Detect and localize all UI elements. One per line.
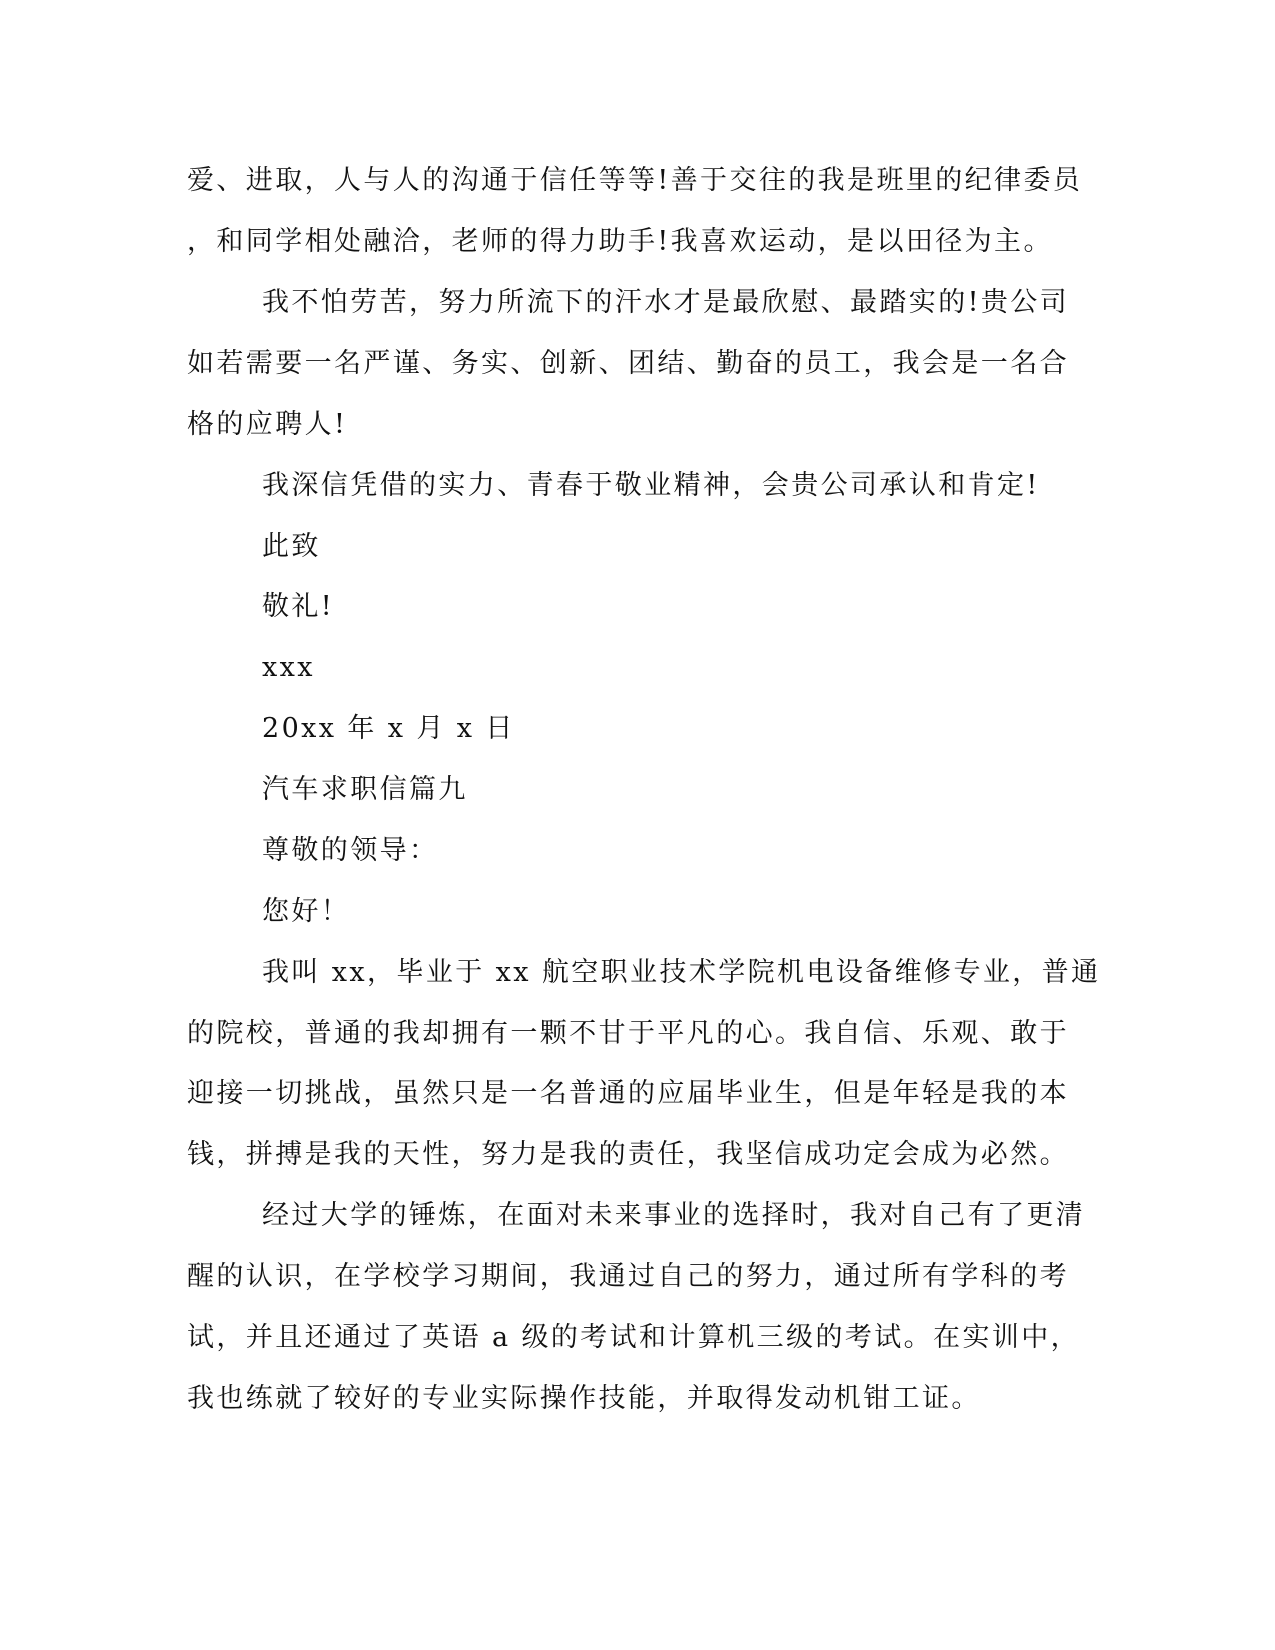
paragraph-line: 试，并且还通过了英语 a 级的考试和计算机三级的考试。在实训中， [187,1322,1081,1353]
paragraph-line: 如若需要一名严谨、务实、创新、团结、勤奋的员工，我会是一名合 [187,348,1069,379]
paragraph-line: 爱、进取，人与人的沟通于信任等等!善于交往的我是班里的纪律委员 [187,165,1083,196]
paragraph-line: 的院校，普通的我却拥有一颗不甘于平凡的心。我自信、乐观、敢于 [187,1018,1069,1049]
closing-salutation: 此致 [262,531,321,562]
letter-greeting: 您好！ [262,896,351,927]
letter-greeting: 尊敬的领导： [262,835,439,866]
paragraph-line: ，和同学相处融洽，老师的得力助手!我喜欢运动，是以田径为主。 [187,226,1053,257]
closing-salutation: 敬礼! [262,591,335,622]
letter-date: 20xx 年 x 月 x 日 [262,713,515,744]
paragraph-line: 我不怕劳苦，努力所流下的汗水才是最欣慰、最踏实的!贵公司 [262,287,1070,318]
signature-name: xxx [262,652,315,683]
paragraph-line: 我也练就了较好的专业实际操作技能，并取得发动机钳工证。 [187,1383,981,1414]
paragraph-line: 我叫 xx，毕业于 xx 航空职业技术学院机电设备维修专业，普通 [262,957,1101,988]
paragraph-line: 格的应聘人! [187,409,348,440]
paragraph-line: 经过大学的锤炼，在面对未来事业的选择时，我对自己有了更清 [262,1200,1086,1231]
paragraph-line: 钱，拼搏是我的天性，努力是我的责任，我坚信成功定会成为必然。 [187,1139,1069,1170]
paragraph-line: 迎接一切挑战，虽然只是一名普通的应届毕业生，但是年轻是我的本 [187,1078,1069,1109]
section-title: 汽车求职信篇九 [262,774,468,805]
paragraph-line: 我深信凭借的实力、青春于敬业精神，会贵公司承认和肯定! [262,470,1040,501]
paragraph-line: 醒的认识，在学校学习期间，我通过自己的努力，通过所有学科的考 [187,1261,1069,1292]
